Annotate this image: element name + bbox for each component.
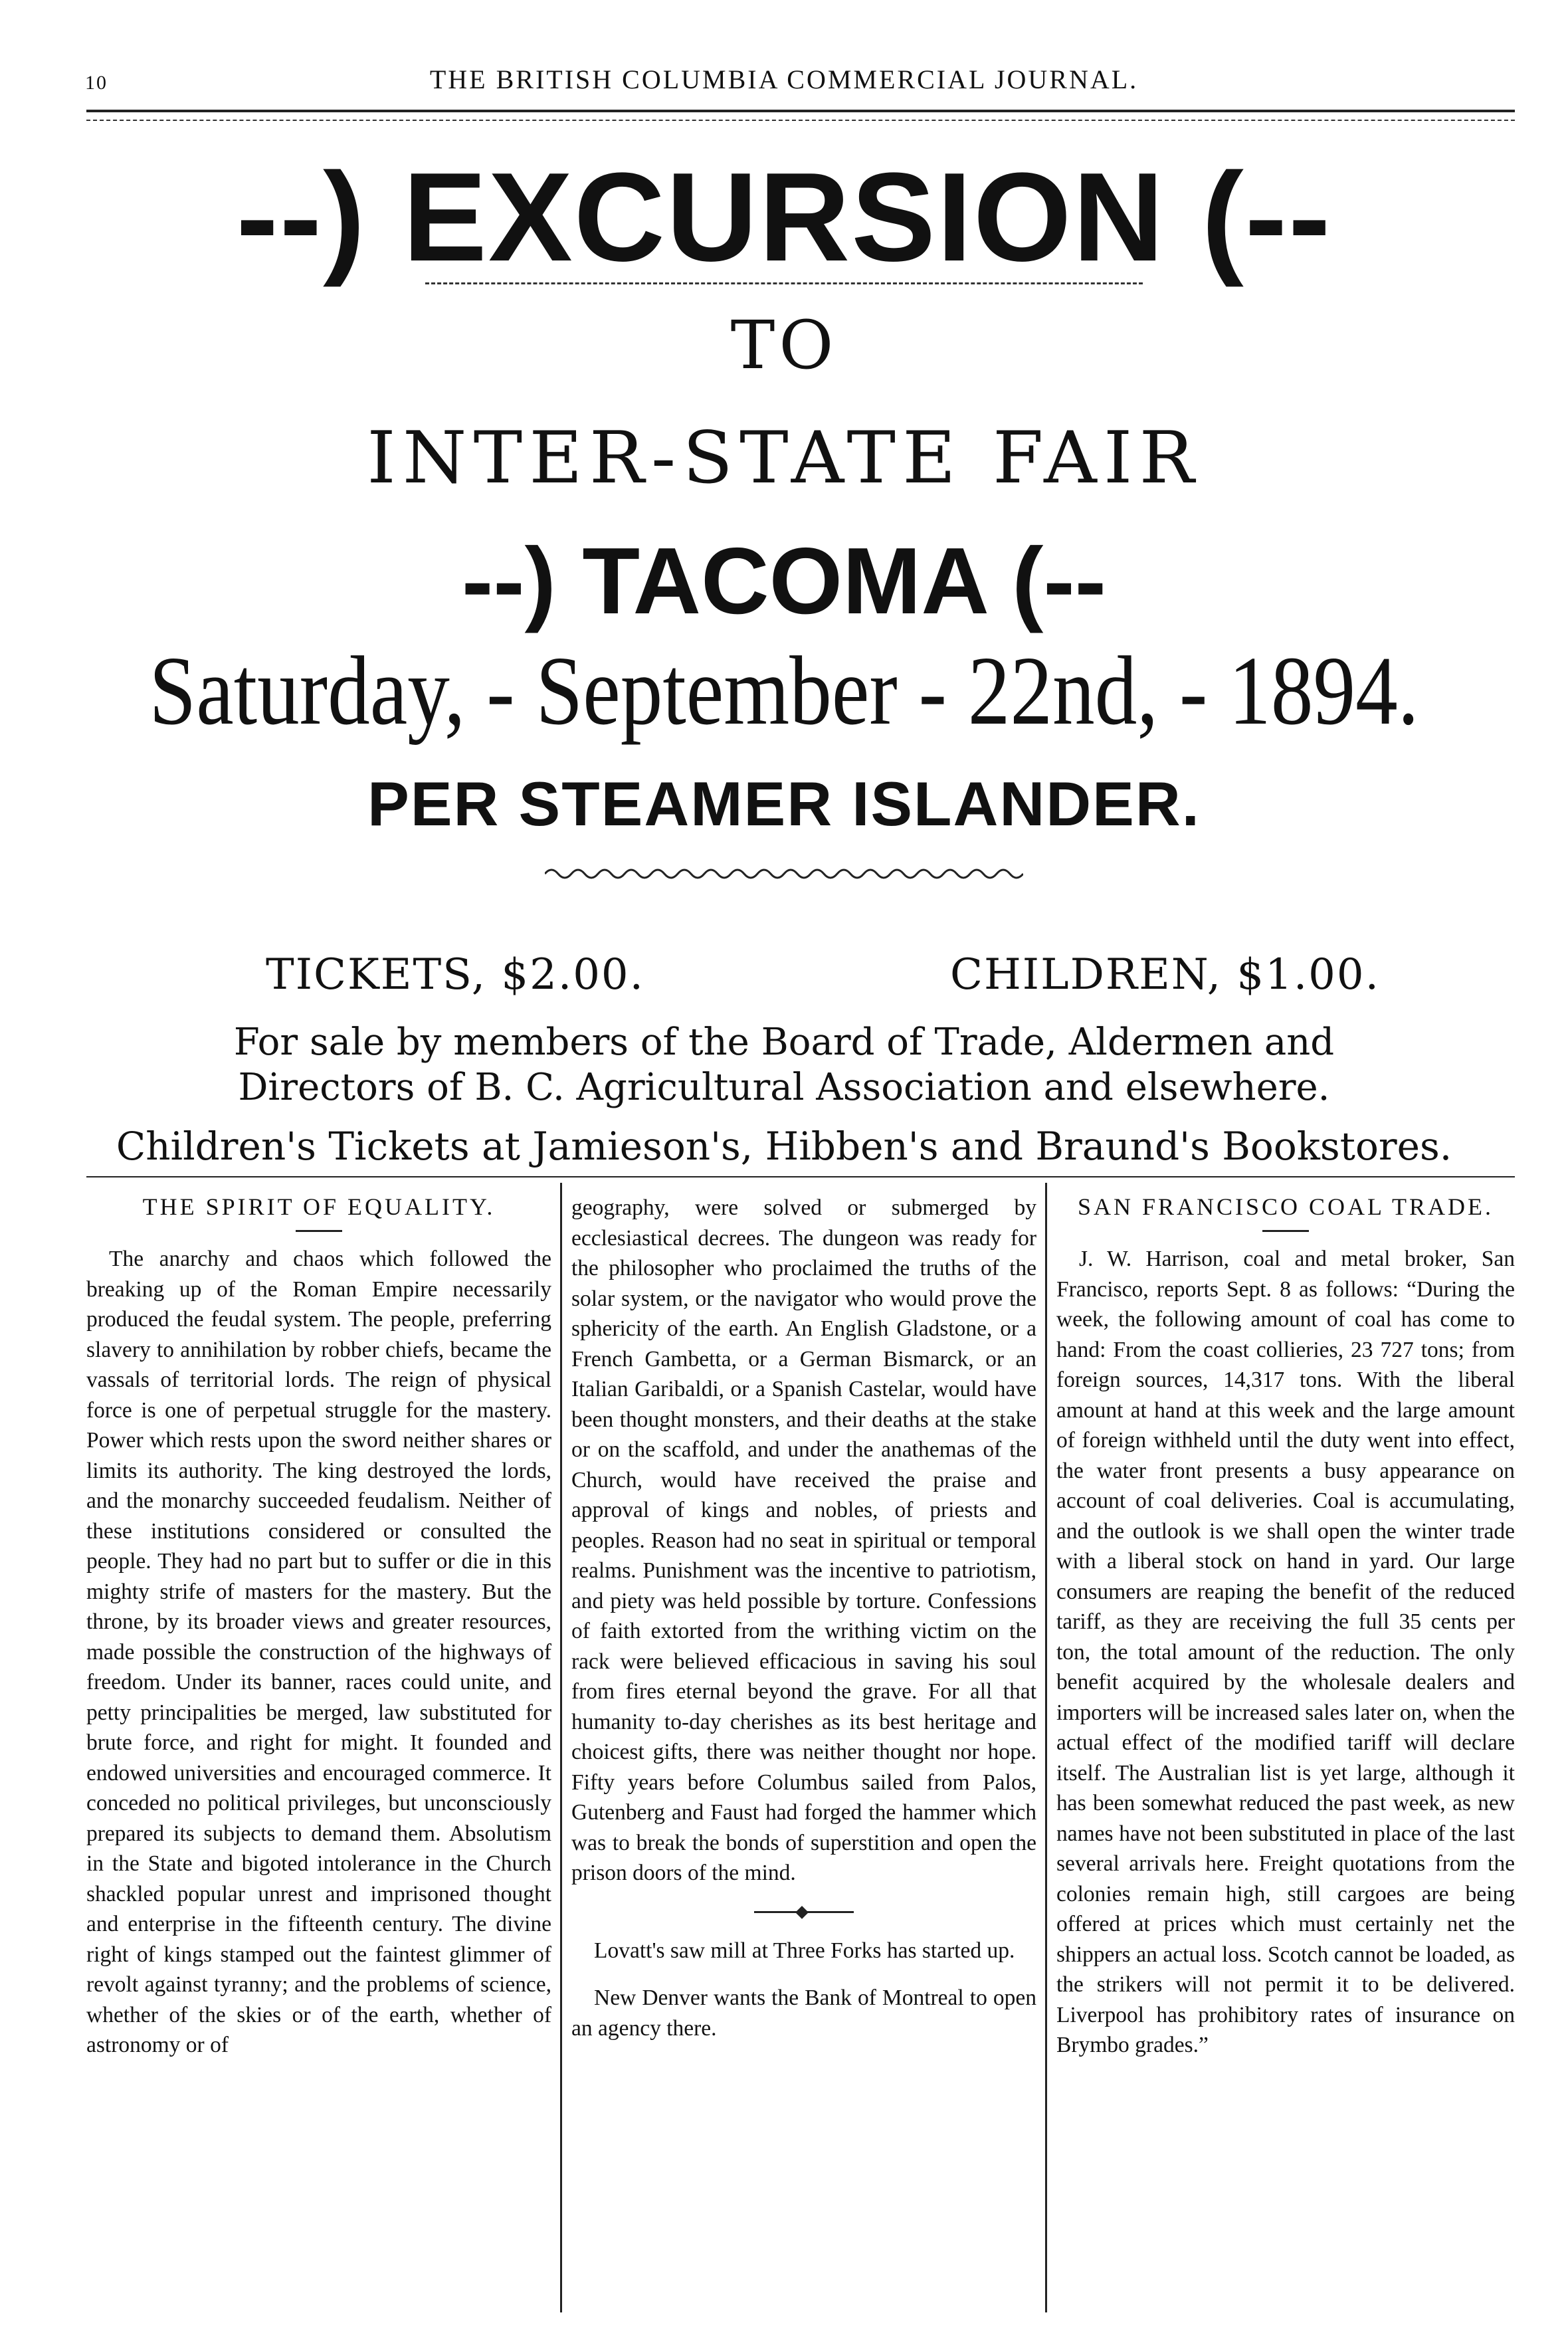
page-number: 10 [85,72,108,94]
column-rule-right [1045,1183,1047,2312]
header-dashed-rule [86,120,1515,121]
brief-saw-mill: Lovatt's saw mill at Three Forks has started up. [594,1938,1015,1963]
running-head [0,0,1568,106]
to-headline: TO [730,306,838,384]
equality-continuation: geography, were solved or submerged by ecclesiastical decrees. The dungeon was ready for the philosopher who proclaimed the truths of the solar system, or the navigator who would prove the sphericity of the earth. An English Gladstone, or a French Gambetta, or a German Bismarck, or an Italian Garibaldi, or a Spanish Castelar, would have been thought monsters, and their deaths at the stake or on the scaffold, and under the anathemas of the Church, would have received the praise and approval of kings and nobles, of priests and peoples. Reason had no seat in spiritual or temporal realms. Punishment was the incentive to patriotism, and piety was held possible by torture. Confessions of faith extorted from the writhing victim on the rack were believed efficacious in saving his soul from fires eternal beyond the grave. For all that humanity to-day cherishes as its best heritage and choicest gifts, there was neither thought nor hope. Fifty years before Columbus sailed from Palos, Gutenberg and Faust had forged the hammer which was to break the bonds of superstition and open the prison doors of the mind. [571,1195,1036,1885]
advertisement-bottom-rule [86,1176,1515,1177]
excursion-headline: --) EXCURSION (-- [236,147,1332,288]
wavy-rule-icon [545,864,1023,884]
adult-ticket-price: TICKETS, $2.00. [266,950,644,999]
column-equality-continued [571,1193,1036,2283]
inter-state-fair-headline: INTER-STATE FAIR [367,417,1201,500]
excursion-underline [425,282,1143,284]
brief-bank-agency: New Denver wants the Bank of Montreal to open an agency there. [571,1986,1036,2041]
date-headline: Saturday, - September - 22nd, - 1894. [149,637,1419,746]
equality-heading: THE SPIRIT OF EQUALITY. [142,1193,496,1220]
children-ticket-note: Children's Tickets at Jamieson's, Hibben's and Braund's Bookstores. [116,1124,1452,1169]
journal-title: THE BRITISH COLUMBIA COMMERCIAL JOURNAL. [429,64,1139,94]
tacoma-headline: --) TACOMA (-- [462,528,1106,634]
article-divider [754,1911,854,1913]
heading-dash [296,1230,342,1232]
coal-trade-heading: SAN FRANCISCO COAL TRADE. [1077,1193,1494,1220]
coal-trade-body: J. W. Harrison, coal and metal broker, San Francisco, reports Sept. 8 as follows: “During the week, the following amount of coal has come to hand: From the coast collieries, 23 727 tons; from foreign sources, 14,317 tons. With the liberal amount at hand at this week and the large amount of foreign withheld until the duty went into effect, the water front presents a busy appearance on account of coal deliveries. Coal is accumulating, and the outlook is we shall open the winter trade with a liberal stock on hand in yard. Our large consumers are reaping the benefit of the reduced tariff, as they are receiving the full 35 cents per ton, the total amount of the reduction. The only benefit acquired by the wholesale dealers and importers will be increased sales later on, when the actual effect of the modified tariff will declare itself. The Australian list is yet large, although it has been somewhat reduced the past week, as new names have not been substituted in place of the last several arrivals here. Freight quotations from the colonies remain high, still cargoes are being offered at prices which must certainly net the shippers an actual loss. Scotch cannot be loaded, as the strikers will not permit it to be delivered. Liverpool has prohibitory rates of insurance on Brymbo grades.” [1056,1247,1515,2057]
sale-note [0,1020,1568,1110]
sale-note-text: For sale by members of the Board of Trade, Aldermen and Directors of B. C. Agricultural Association and elsewhere. [233,1021,1335,1109]
children-ticket-price: CHILDREN, $1.00. [950,950,1380,999]
equality-body: The anarchy and chaos which followed the breaking up of the Roman Empire necessarily produced the feudal system. The people, preferring slavery to annihilation by robber chiefs, became the vassals of territorial lords. The reign of physical force is one of perpetual struggle for the mastery. Power which rests upon the sword neither shares or limits its authority. The king destroyed the lords, and the monarchy succeeded feudalism. Neither of these institutions considered or consulted the people. They had no part but to suffer or die in this mighty strife of masters for the mastery. But the throne, by its broader views and greater resources, made possible the construction of the highways of freedom. Under its banner, races could unite, and petty principalities be merged, law substituted for brute force, and right for might. It founded and endowed universities and encouraged commerce. It conceded no political privileges, but unconsciously prepared its subjects to demand them. Absolutism in the State and bigoted intolerance in the Church shackled popular unrest and imprisoned thought and enterprise in the fifteenth century. The divine right of kings stamped out the faintest glimmer of revolt against tyranny; and the problems of science, whether of the skies or of the earth, whether of astronomy or of [86,1247,551,2057]
steamer-headline: PER STEAMER ISLANDER. [367,769,1201,839]
column-equality [86,1193,551,2283]
wavy-ornament [0,864,1568,887]
column-coal-trade [1056,1193,1515,2283]
column-rule-left [560,1183,562,2312]
heading-dash [1262,1230,1309,1232]
header-rule [86,110,1515,112]
